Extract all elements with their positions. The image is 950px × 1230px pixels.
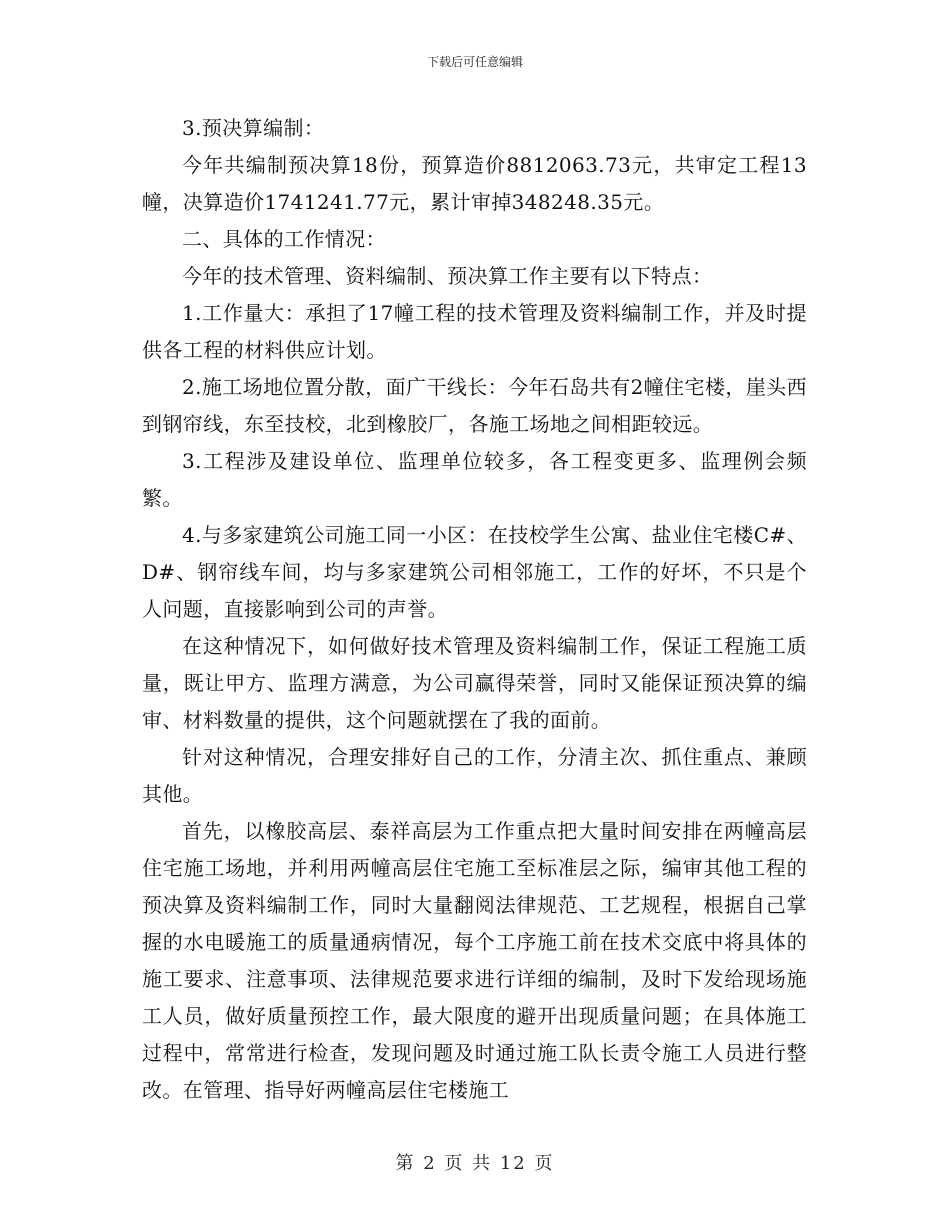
paragraph: 在这种情况下，如何做好技术管理及资料编制工作，保证工程施工质量，既让甲方、监理方满意，为公司赢得荣誉，同时又能保证预决算的编审、材料数量的提供，这个问题就摆在了我的面前。: [142, 634, 807, 732]
paragraph: 1.工作量大：承担了17幢工程的技术管理及资料编制工作，并及时提供各工程的材料供应计划。: [142, 301, 807, 362]
paragraph: 3.工程涉及建设单位、监理单位较多，各工程变更多、监理例会频繁。: [142, 449, 807, 510]
document-body: [142, 110, 807, 1109]
paragraph: 针对这种情况，合理安排好自己的工作，分清主次、抓住重点、兼顾其他。: [142, 745, 807, 806]
paragraph: 二、具体的工作情况：: [182, 227, 386, 251]
paragraph: 4.与多家建筑公司施工同一小区：在技校学生公寓、盐业住宅楼C#、D#、钢帘线车间，均与多家建筑公司相邻施工，工作的好坏，不只是个人问题，直接影响到公司的声誉。: [142, 523, 807, 621]
paragraph: 今年的技术管理、资料编制、预决算工作主要有以下特点：: [182, 264, 713, 288]
paragraph: 首先，以橡胶高层、泰祥高层为工作重点把大量时间安排在两幢高层住宅施工场地，并利用两幢高层住宅施工至标准层之际，编审其他工程的预决算及资料编制工作，同时大量翻阅法律规范、工艺规程，根据自己掌握的水电暖施工的质量通病情况，每个工序施工前在技术交底中将具体的施工要求、注意事项、法律规范要求进行详细的编制，及时下发给现场施工人员，做好质量预控工作，最大限度的避开出现质量问题；在具体施工过程中，常常进行检查，发现问题及时通过施工队长责令施工人员进行整改。在管理、指导好两幢高层住宅楼施工: [142, 819, 807, 1102]
paragraph: 今年共编制预决算18份，预算造价8812063.73元，共审定工程13幢，决算造价1741241.77元，累计审掉348248.35元。: [142, 153, 807, 214]
paragraph: 2.施工场地位置分散，面广干线长：今年石岛共有2幢住宅楼，崖头西到钢帘线，东至技校，北到橡胶厂，各施工场地之间相距较远。: [142, 375, 807, 436]
page-number-footer: 第 2 页 共 12 页: [395, 1153, 555, 1174]
paragraph: 3.预决算编制：: [182, 116, 325, 140]
page-header: 下载后可任意编辑: [426, 55, 523, 69]
